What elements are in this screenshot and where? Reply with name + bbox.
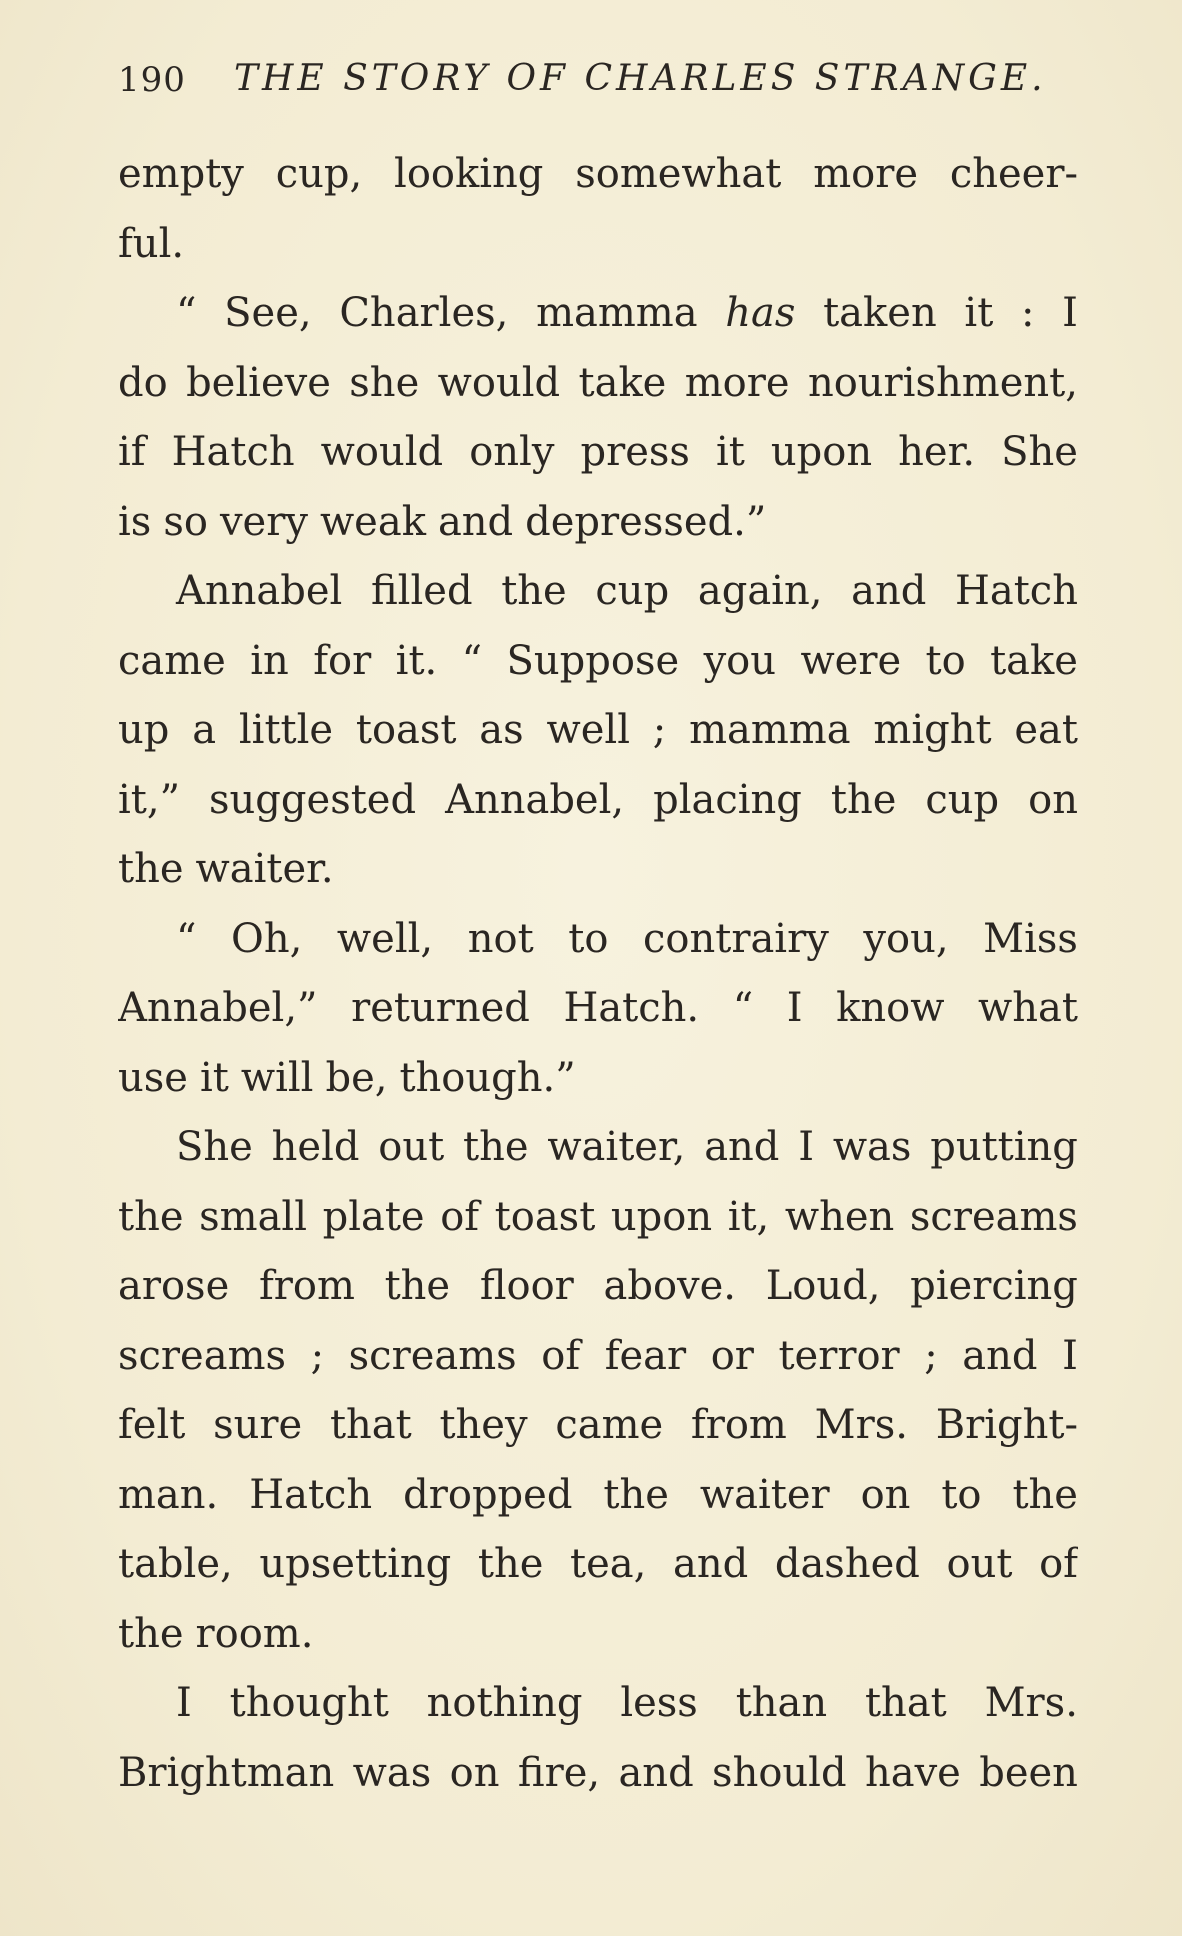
body-text [118, 140, 1078, 1808]
text-line: the small plate of toast upon it, when screams [118, 1193, 1078, 1240]
text-line: the waiter. [118, 846, 334, 892]
text-line: Brightman was on fire, and should have been [118, 1749, 1078, 1796]
text-line: I thought nothing less than that Mrs. [176, 1680, 1078, 1726]
text-line: “ Oh, well, not to contrairy you, Miss [176, 915, 1078, 962]
text-line: felt sure that they came from Mrs. Bright- [118, 1402, 1078, 1448]
text-line: screams ; screams of fear or terror ; and I [118, 1332, 1078, 1379]
text-line: the room. [118, 1610, 314, 1657]
text-line: came in for it. “ Suppose you were to take [118, 637, 1078, 684]
text-line: empty cup, looking somewhat more cheer- [118, 151, 1078, 197]
text-line: it,” suggested Annabel, placing the cup on [118, 776, 1078, 823]
text-line: arose from the floor above. Loud, piercing [118, 1263, 1078, 1309]
text-line: ful. [118, 220, 185, 267]
text-line: “ See, Charles, mamma has taken it : I [176, 290, 1078, 336]
text-line: if Hatch would only press it upon her. She [118, 429, 1078, 475]
page-number: 190 [118, 60, 186, 100]
text-line: man. Hatch dropped the waiter on to the [118, 1471, 1078, 1518]
running-title: THE STORY OF CHARLES STRANGE. [234, 58, 1047, 99]
text-line: do believe she would take more nourishment, [118, 359, 1078, 406]
page-header [118, 58, 1078, 108]
text-line: She held out the waiter, and I was putting [176, 1124, 1078, 1170]
text-line: table, upsetting the tea, and dashed out of [118, 1541, 1078, 1587]
text-line: up a little toast as well ; mamma might eat [118, 707, 1078, 753]
text-line: Annabel,” returned Hatch. “ I know what [118, 985, 1078, 1031]
text-line: use it will be, though.” [118, 1054, 576, 1101]
text-line: Annabel filled the cup again, and Hatch [176, 568, 1078, 614]
text-line: is so very weak and depressed.” [118, 498, 767, 545]
